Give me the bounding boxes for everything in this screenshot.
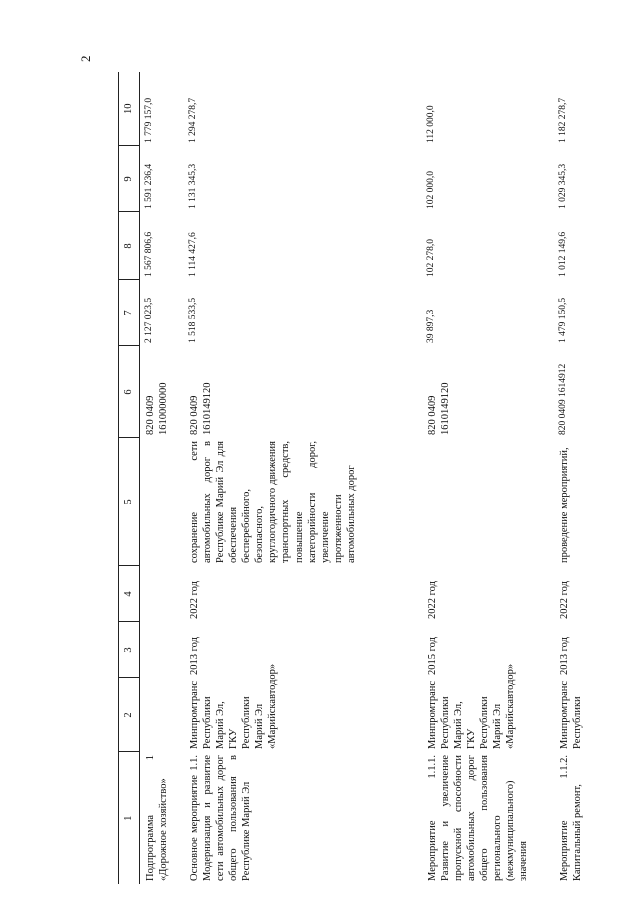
row-start bbox=[140, 622, 184, 678]
row-value-col9: 1 029 345,3 bbox=[557, 163, 568, 209]
row-executor bbox=[140, 678, 184, 752]
row-value-col9: 102 000,0 bbox=[425, 171, 436, 209]
row-value-col8: 1 012 149,6 bbox=[557, 231, 568, 277]
row-code: 820 0409 1610000000 bbox=[145, 382, 170, 435]
column-header: 2 bbox=[119, 678, 140, 752]
row-description: сохранение сети автомобильных дорог в Республике Марий Эл для обеспечения бесперебойного, безопасного, круглогодичного движения транспортных средств, повышение категорийности дорог, увеличение протяженности автомобильных дорог bbox=[188, 441, 357, 563]
row-name: Подпрограмма 1 «Дорожное хозяйство» bbox=[145, 755, 170, 881]
row-description: проведение мероприятий, bbox=[558, 447, 570, 563]
header-row bbox=[119, 72, 140, 884]
row-end: 2022 год bbox=[558, 581, 570, 619]
column-header: 4 bbox=[119, 566, 140, 622]
row-value-col8: 1 567 806,6 bbox=[144, 231, 154, 277]
row-start: 2013 год bbox=[558, 637, 570, 675]
row-value-col10: 1 294 278,7 bbox=[187, 97, 198, 143]
program-table bbox=[118, 72, 586, 884]
row-executor: Минпромтранс Республики Марий Эл, ГКУ Республики Марий Эл «Марийскавтодор» bbox=[188, 663, 279, 749]
row-end: 2022 год bbox=[426, 581, 438, 619]
table-row bbox=[552, 72, 586, 884]
table-row bbox=[184, 72, 420, 884]
row-value-col9: 1 131 345,3 bbox=[187, 163, 198, 209]
table-row bbox=[140, 72, 184, 884]
row-description bbox=[140, 438, 184, 566]
column-header: 10 bbox=[119, 72, 140, 146]
column-header: 1 bbox=[119, 752, 140, 884]
row-name: Мероприятие 1.1.1. Развитие и увеличение пропускной способности автомобильных дорог общего пользования регионального (межмуниципального) значения bbox=[426, 755, 530, 881]
row-end: 2022 год bbox=[188, 581, 200, 619]
row-end bbox=[140, 566, 184, 622]
row-code: 820 0409 1614912 bbox=[557, 363, 568, 435]
row-executor: Минпромтранс Республики Марий Эл, ГКУ Республики Марий Эл «Марийскавтодор» bbox=[426, 663, 517, 749]
row-value-col10: 1 182 278,7 bbox=[557, 97, 568, 143]
row-code: 820 0409 1610149120 bbox=[426, 382, 451, 435]
row-start: 2013 год bbox=[188, 637, 200, 675]
row-name: Основное мероприятие 1.1. Модернизация и развитие сети автомобильных дорог общего пользования в Республике Марий Эл bbox=[188, 755, 252, 881]
column-header: 5 bbox=[119, 438, 140, 566]
row-name: Мероприятие 1.1.2. Капитальный ремонт, bbox=[558, 755, 583, 881]
row-code: 820 0409 1610149120 bbox=[188, 382, 213, 435]
column-header: 9 bbox=[119, 146, 140, 212]
row-value-col10: 1 779 157,0 bbox=[144, 97, 154, 143]
row-value-col7: 1 479 150,5 bbox=[557, 297, 568, 343]
row-description bbox=[420, 438, 552, 566]
row-value-col7: 2 127 023,5 bbox=[144, 297, 154, 343]
column-header: 7 bbox=[119, 280, 140, 346]
column-header: 6 bbox=[119, 346, 140, 438]
page-number: 2 bbox=[78, 55, 93, 62]
row-value-col9: 1 591 236,4 bbox=[144, 163, 154, 209]
column-header: 8 bbox=[119, 212, 140, 280]
row-value-col10: 112 000,0 bbox=[425, 105, 436, 143]
table-row bbox=[420, 72, 552, 884]
column-header: 3 bbox=[119, 622, 140, 678]
row-executor: Минпромтранс Республики bbox=[558, 680, 583, 749]
rotated-table-container bbox=[118, 72, 608, 884]
row-value-col8: 1 114 427,6 bbox=[187, 232, 198, 277]
row-start: 2015 год bbox=[426, 637, 438, 675]
row-value-col7: 1 518 533,5 bbox=[187, 297, 198, 343]
row-value-col7: 39 897,3 bbox=[425, 309, 436, 343]
row-value-col8: 102 278,0 bbox=[425, 239, 436, 277]
